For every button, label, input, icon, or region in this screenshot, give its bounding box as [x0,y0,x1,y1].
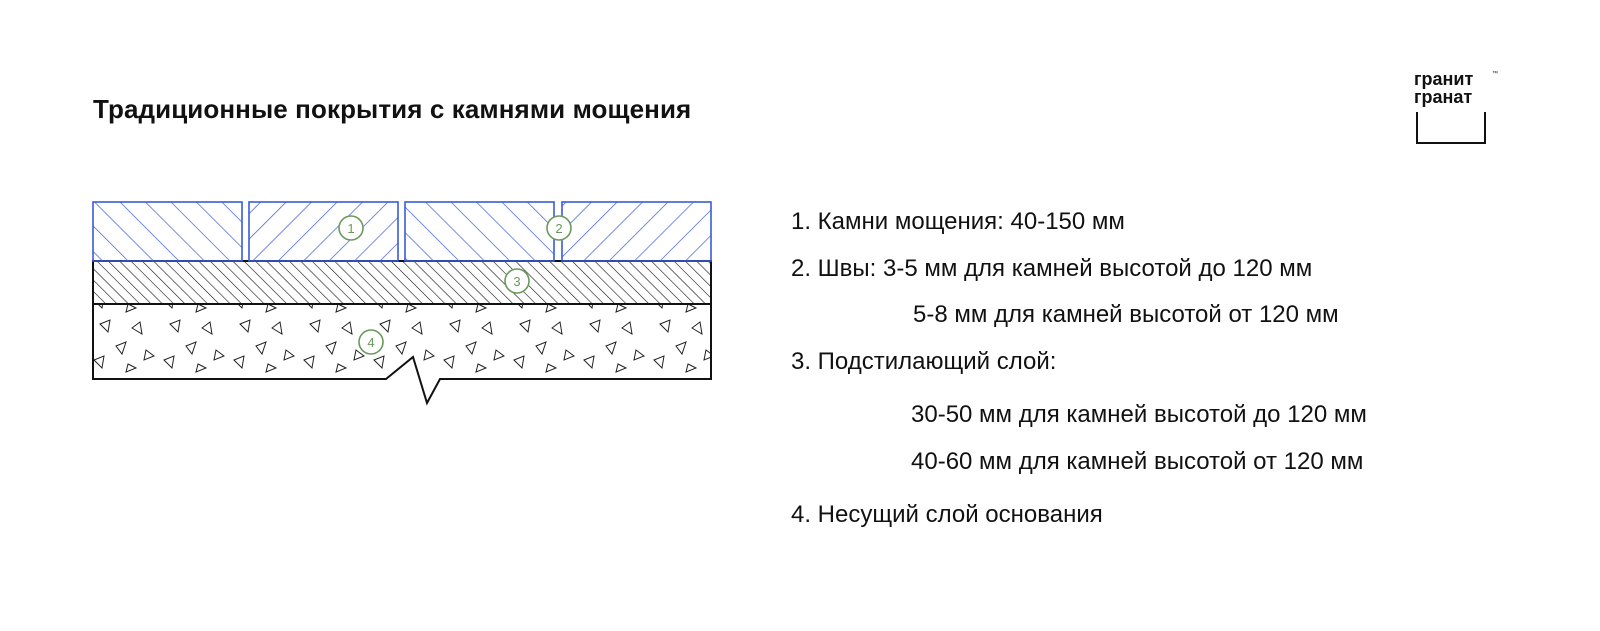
bedding-layer [93,261,711,304]
paving-cross-section [88,196,718,411]
brand-logo [1414,70,1504,150]
legend-item-2-extra: 5-8 мм для камней высотой от 120 мм [913,301,1339,328]
paving-stone [249,202,398,261]
legend-item-3: 3. Подстилающий слой: [791,348,1057,375]
page-title: Традиционные покрытия с камнями мощения [93,94,692,124]
marker-3 [505,269,529,293]
marker-2 [547,216,571,240]
paving-stone [562,202,711,261]
legend-item-2: 2. Швы: 3-5 мм для камней высотой до 120 мм [791,255,1313,282]
paving-stones [93,202,711,261]
logo-line-1: гранит [1414,69,1474,89]
legend-item-4: 4. Несущий слой основания [791,501,1103,528]
marker-4 [359,330,383,354]
marker-1 [339,216,363,240]
legend-item-3-b: 40-60 мм для камней высотой от 120 мм [911,448,1364,475]
paving-stone [93,202,242,261]
marker-3-label: 3 [513,274,521,289]
marker-1-label: 1 [347,221,355,236]
legend-item-3-a: 30-50 мм для камней высотой до 120 мм [911,401,1367,428]
paving-stone [405,202,554,261]
marker-4-label: 4 [367,335,375,350]
logo-bracket [1416,112,1486,144]
logo-trademark: ™ [1492,71,1498,77]
logo-line-2: гранат [1414,87,1473,107]
marker-2-label: 2 [555,221,563,236]
legend-item-1: 1. Камни мощения: 40-150 мм [791,208,1125,235]
base-layer [93,304,711,403]
